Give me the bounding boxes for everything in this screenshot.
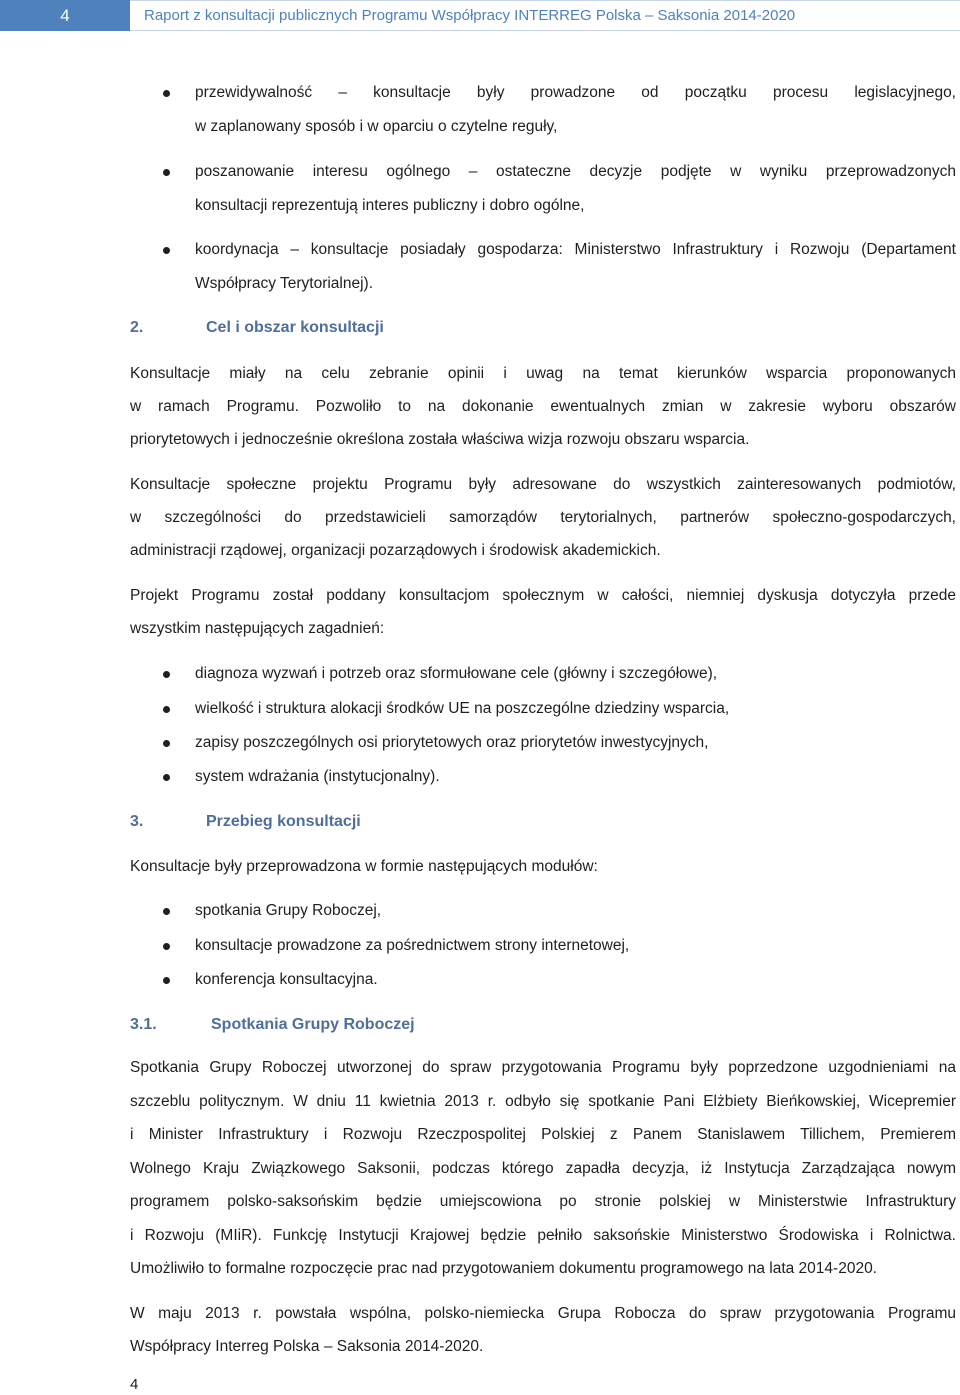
bullet-diagnosis [130,657,956,691]
bullet-dot-icon [163,671,170,678]
paragraph-line: priorytetowych i jednocześnie określona została właściwa wizja rozwoju obszaru wsparcia. [130,431,750,448]
bullet-predictability [130,76,956,144]
paragraph-line: szczeblu politycznym. W dniu 11 kwietnia 2013 r. odbyło się spotkanie Pani Elżbiety Bieńkowskiej, Wicepremier [130,1092,956,1110]
paragraph-line: w ramach Programu. Pozwoliło to na dokonanie ewentualnych zmian w zakresie wyboru obszarów [130,398,956,415]
bullet-line: diagnoza wyzwań i potrzeb oraz sformułowane cele (główny i szczegółowe), [195,665,718,682]
paragraph-line: Konsultacje społeczne projektu Programu były adresowane do wszystkich zainteresowanych podmiotów, [130,476,956,493]
bullet-line: koordynacja – konsultacje posiadały gospodarza: Ministerstwo Infrastruktury i Rozwoju (Departament [195,241,956,258]
bullet-implementation [130,760,956,794]
bullet-line: system wdrażania (instytucjonalny). [195,768,440,785]
bullet-dot-icon [163,169,170,176]
bullet-dot-icon [163,706,170,713]
bullet-dot-icon [163,774,170,781]
paragraph-line: Konsultacje miały na celu zebranie opinii i uwag na temat kierunków wsparcia proponowanych [130,365,956,382]
paragraph-line: Projekt Programu został poddany konsultacjom społecznym w całości, niemniej dyskusja dotyczyła przede [130,587,956,604]
section-3-1-title: Spotkania Grupy Roboczej [211,1016,415,1033]
bullet-dot-icon [163,90,170,97]
section-2-paragraph-3 [130,579,956,645]
section-2-paragraph-1 [130,357,956,456]
section-2-number: 2. [130,319,144,336]
bullet-public-interest [130,155,956,223]
bullet-line: przewidywalność – konsultacje były prowadzone od początku procesu legislacyjnego, [195,84,956,101]
section-3-paragraph [130,850,956,883]
paragraph-line: i Rozwoju (MIiR). Funkcję Instytucji Krajowej będzie pełniło saksońskie Ministerstwo Środowiska i Rolnictwa. [130,1226,956,1244]
section-3-1-number: 3.1. [130,1016,157,1033]
header-page-number: 4 [0,0,130,31]
bullet-line: poszanowanie interesu ogólnego – ostateczne decyzje podjęte w wyniku przeprowadzonych [195,163,956,180]
section-2-title: Cel i obszar konsultacji [206,319,384,336]
bullet-line: konsultacji reprezentują interes publiczny i dobro ogólne, [195,197,585,214]
bullet-dot-icon [163,908,170,915]
bullet-line: wielkość i struktura alokacji środków UE na poszczególne dziedziny wsparcia, [195,700,730,717]
section-3-heading [130,811,530,833]
paragraph-line: Konsultacje były przeprowadzona w formie następujących modułów: [130,858,598,875]
section-3-1-paragraph-1 [130,1051,956,1286]
bullet-dot-icon [163,977,170,984]
paragraph-line: Spotkania Grupy Roboczej utworzonej do spraw przygotowania Programu były poprzedzone uzgodnieniami na [130,1059,956,1076]
bullet-line: zapisy poszczególnych osi priorytetowych oraz priorytetów inwestycyjnych, [195,734,709,751]
section-2-paragraph-2 [130,468,956,567]
section-3-1-heading [130,1014,530,1036]
section-3-number: 3. [130,813,144,830]
paragraph-line: wszystkim następujących zagadnień: [130,620,385,637]
bullet-conference [130,963,956,997]
paragraph-line: Wolnego Kraju Związkowego Saksonii, podczas którego zapadła decyzja, iż Instytucja Zarządzająca nowym [130,1159,956,1177]
footer-page-number: 4 [130,1376,139,1393]
bullet-line: spotkania Grupy Roboczej, [195,902,382,919]
bullet-line: konsultacje prowadzone za pośrednictwem strony internetowej, [195,937,630,954]
bullet-dot-icon [163,247,170,254]
bullet-working-group [130,894,956,928]
section-3-title: Przebieg konsultacji [206,813,361,830]
bullet-allocation [130,692,956,726]
bullet-priority-axes [130,726,956,760]
bullet-line: Współpracy Terytorialnej). [195,275,374,292]
paragraph-line: W maju 2013 r. powstała wspólna, polsko-niemiecka Grupa Robocza do spraw przygotowania Programu [130,1305,956,1322]
bullet-dot-icon [163,943,170,950]
bullet-website [130,929,956,963]
section-2-heading [130,317,530,339]
section-3-1-paragraph-2 [130,1297,956,1363]
header-title: Raport z konsultacji publicznych Programu Współpracy INTERREG Polska – Saksonia 2014-2020 [130,0,960,31]
paragraph-line: w szczególności do przedstawicieli samorządów terytorialnych, partnerów społeczno-gospodarczych, [130,509,956,526]
paragraph-line: i Minister Infrastruktury i Rozwoju Rzeczpospolitej Polskiej z Panem Stanislawem Tillichem, Premierem [130,1126,956,1143]
page-header [0,0,960,31]
bullet-coordination [130,233,956,301]
paragraph-line: Współpracy Interreg Polska – Saksonia 2014-2020. [130,1338,484,1355]
paragraph-line: Umożliwiło to formalne rozpoczęcie prac nad przygotowaniem dokumentu programowego na lata 2014-2020. [130,1260,877,1277]
bullet-line: w zaplanowany sposób i w oparciu o czytelne reguły, [195,118,558,135]
bullet-line: konferencja konsultacyjna. [195,971,378,988]
paragraph-line: programem polsko-saksońskim będzie umiejscowiona po stronie polskiej w Ministerstwie Infrastruktury [130,1193,956,1210]
paragraph-line: administracji rządowej, organizacji pozarządowych i środowisk akademickich. [130,542,661,559]
bullet-dot-icon [163,740,170,747]
